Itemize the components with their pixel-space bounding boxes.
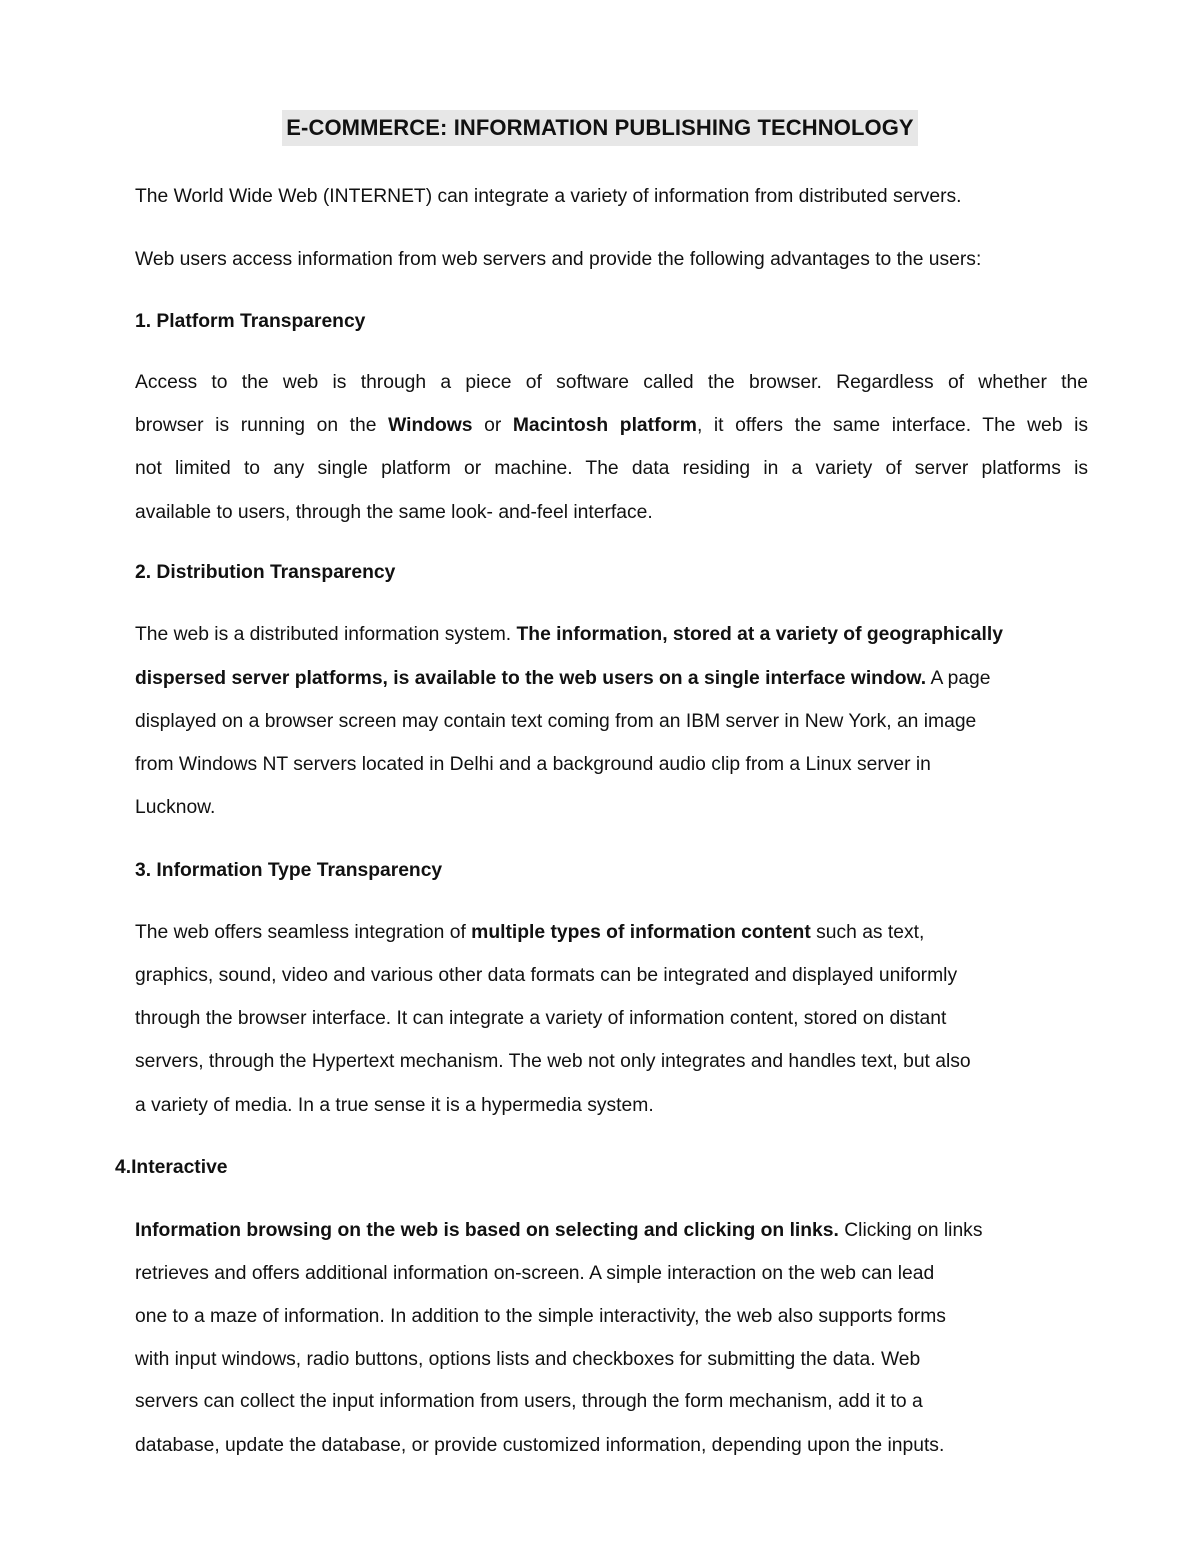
- text-run: , it offers the same interface. The web is: [696, 415, 1089, 436]
- section-3-heading: 3. Information Type Transparency: [135, 860, 443, 881]
- section-1-line-4: available to users, through the same look- and-feel interface.: [135, 502, 653, 523]
- section-3-line-5: a variety of media. In a true sense it is a hypermedia system.: [135, 1095, 654, 1116]
- intro-line-1: The World Wide Web (INTERNET) can integrate a variety of information from distributed servers.: [135, 186, 962, 207]
- section-3-line-1: [135, 921, 924, 945]
- title-wrapper: [0, 110, 1200, 146]
- emphasis-text: multiple types of information content: [471, 922, 811, 943]
- section-3-line-4: servers, through the Hypertext mechanism. The web not only integrates and handles text, but also: [135, 1051, 971, 1072]
- emphasis-windows: Windows: [388, 415, 473, 436]
- section-3-line-3: through the browser interface. It can integrate a variety of information content, stored on distant: [135, 1008, 947, 1029]
- section-3-line-2: graphics, sound, video and various other data formats can be integrated and displayed uniformly: [135, 965, 958, 986]
- text-run: such as text,: [810, 922, 925, 943]
- section-2-line-3: displayed on a browser screen may contain text coming from an IBM server in New York, an image: [135, 711, 977, 732]
- text-run: browser is running on the: [135, 415, 389, 436]
- text-run: The web is a distributed information system.: [135, 624, 517, 645]
- section-4-line-4: with input windows, radio buttons, options lists and checkboxes for submitting the data. Web: [135, 1349, 921, 1370]
- intro-line-2: Web users access information from web servers and provide the following advantages to the users:: [135, 249, 982, 270]
- section-1-line-2: [135, 414, 1088, 438]
- section-4-heading: 4.Interactive: [115, 1157, 228, 1178]
- text-run: The web offers seamless integration of: [135, 922, 472, 943]
- emphasis-macintosh: Macintosh platform: [512, 415, 697, 436]
- text-run: Clicking on links: [838, 1220, 983, 1241]
- section-4-line-1: [135, 1219, 982, 1243]
- section-2-line-1: [135, 623, 1003, 647]
- text-run: or: [472, 415, 513, 436]
- section-4-line-5: servers can collect the input information from users, through the form mechanism, add it to a: [135, 1391, 923, 1412]
- section-4-line-2: retrieves and offers additional information on-screen. A simple interaction on the web can lead: [135, 1263, 935, 1284]
- text-run: A page: [926, 668, 991, 689]
- section-2-line-2: [135, 667, 991, 691]
- emphasis-text: dispersed server platforms, is available to the web users on a single interface window.: [135, 668, 927, 689]
- section-4-line-3: one to a maze of information. In addition to the simple interactivity, the web also supports forms: [135, 1306, 946, 1327]
- section-2-line-5: Lucknow.: [135, 797, 216, 818]
- section-1-line-3: not limited to any single platform or machine. The data residing in a variety of server platforms is: [135, 458, 1088, 479]
- section-1-heading: 1. Platform Transparency: [135, 311, 366, 332]
- emphasis-text: Information browsing on the web is based on selecting and clicking on links.: [135, 1220, 839, 1241]
- section-1-line-1: Access to the web is through a piece of software called the browser. Regardless of whether the: [135, 372, 1088, 393]
- section-2-heading: 2. Distribution Transparency: [135, 562, 396, 583]
- section-2-line-4: from Windows NT servers located in Delhi and a background audio clip from a Linux server in: [135, 754, 931, 775]
- emphasis-text: The information, stored at a variety of geographically: [516, 624, 1003, 645]
- section-4-line-6: database, update the database, or provide customized information, depending upon the inputs.: [135, 1435, 945, 1456]
- document-title: E-COMMERCE: INFORMATION PUBLISHING TECHNOLOGY: [282, 110, 917, 146]
